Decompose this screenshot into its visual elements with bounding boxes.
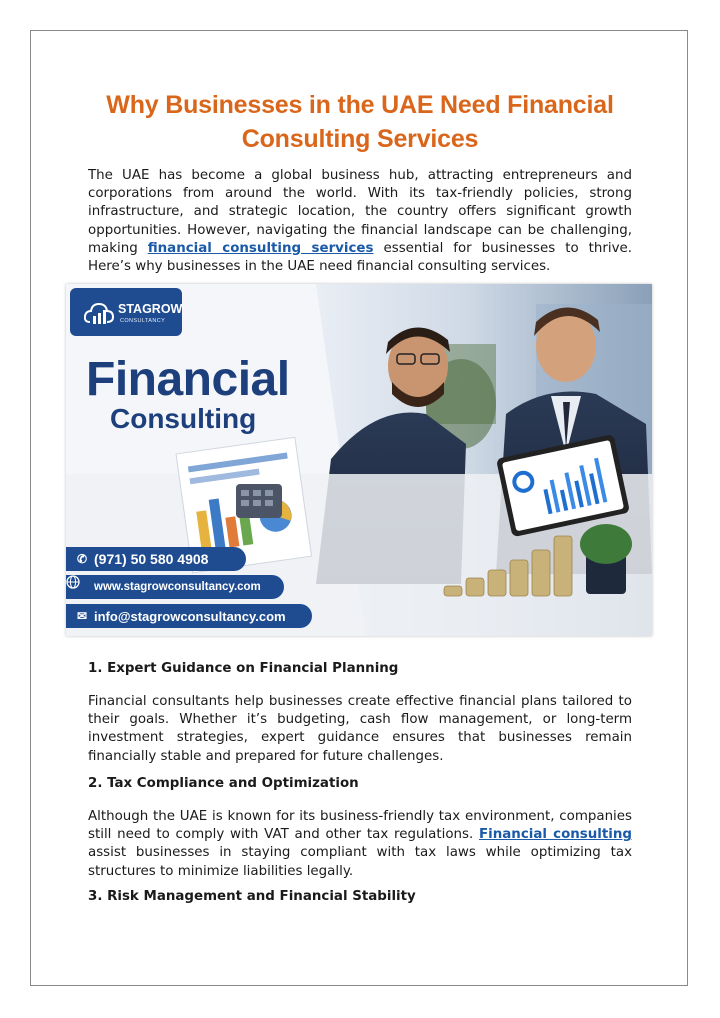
phone-badge [66,547,246,571]
intro-text-2: essential for businesses to thrive. Here’s why businesses in the UAE need financial consulting services. [88,240,633,275]
financial-consulting-banner [66,284,652,636]
banner-headline-2: Consulting [110,403,257,434]
banner-headline-1: Financial [86,353,290,406]
stagrow-logo [78,294,188,338]
section-heading-3: 3. Risk Management and Financial Stability [88,889,416,904]
logo-subtitle: CONSULTANCY [120,318,166,324]
phone-icon: ✆ [76,552,88,566]
section-2-text-2: assist businesses in staying compliant with tax laws while optimizing tax structures to minimize liabilities legally. [88,845,632,879]
section-2-text-1: Although the UAE is known for its business-friendly tax environment, companies still need to comply with VAT and other tax regulations. [88,809,632,843]
section-body-2 [88,808,632,881]
envelope-icon: ✉ [76,609,88,623]
intro-text-1: The UAE has become a global business hub, attracting entrepreneurs and corporations from around the world. With its tax-friendly policies, strong infrastructure, and strategic location, the country offers significant growth opportunities. However, navigating the financial landscape can be challenging, making [88,168,632,256]
intro-paragraph [88,167,632,276]
section-heading-1: 1. Expert Guidance on Financial Planning [88,661,399,676]
page-title: Why Businesses in the UAE Need Financial Consulting Services [106,91,614,153]
section-body-1: Financial consultants help businesses create effective financial plans tailored to their goals. Whether it’s budgeting, cash flow management, or long-term investment strategies, expert guidance ensures that businesses remain financially stable and prepared for future challenges. [88,694,632,764]
section-heading-2: 2. Tax Compliance and Optimization [88,776,359,791]
globe-icon [74,579,90,595]
website-url: www.stagrowconsultancy.com [94,581,261,593]
website-badge [66,575,284,599]
email-address: info@stagrowconsultancy.com [94,608,286,624]
cloud-chart-icon [84,300,114,326]
financial-consulting-services-link[interactable]: financial consulting services [147,240,374,256]
financial-consulting-link[interactable]: Financial consulting [478,827,632,843]
phone-number: (971) 50 580 4908 [94,551,209,567]
logo-name: STAGROW [118,302,183,316]
email-badge [66,604,312,628]
